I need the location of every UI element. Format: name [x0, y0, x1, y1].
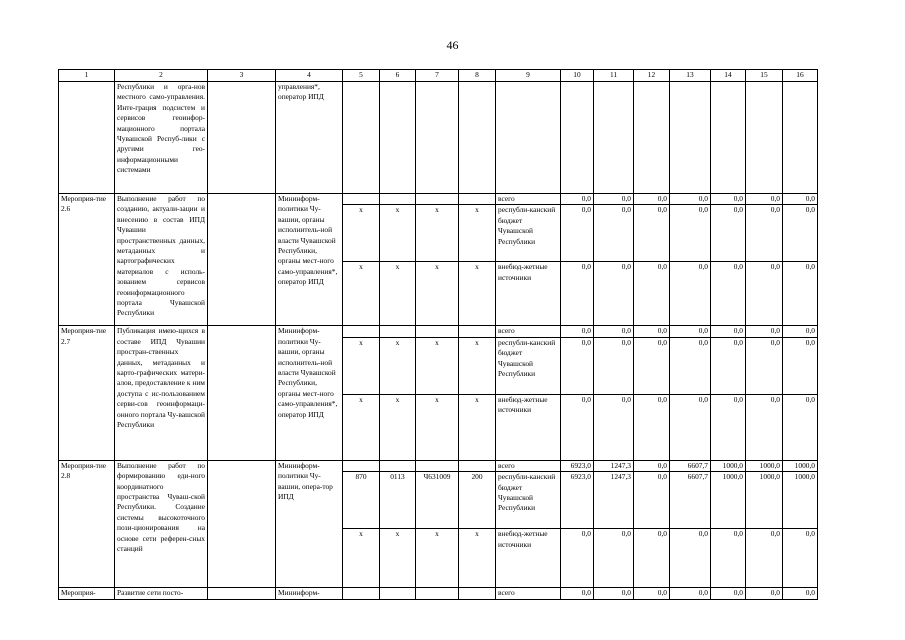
funding-value: 0,0 [634, 588, 670, 599]
funding-value: 0,0 [594, 326, 634, 337]
funding-value: 0,0 [561, 205, 594, 262]
continuation-description: Республики и орга-нов местного само-управления. Инте-грация подсистем и сервисов геоинфор-мационного портала Чувашской Респуб-лики с другими гео-информационными системами [115, 82, 208, 194]
funding-value: 0,0 [783, 394, 818, 460]
funding-value: 0,0 [783, 262, 818, 326]
funding-value: 6607,7 [670, 472, 711, 529]
funding-value: 0,0 [746, 588, 783, 599]
funding-value: 0,0 [634, 529, 670, 588]
budget-code-target [416, 326, 459, 337]
budget-code-type [459, 194, 496, 205]
budget-code-grbs: x [343, 262, 380, 326]
funding-value: 0,0 [594, 394, 634, 460]
column-header: 9 [496, 70, 561, 82]
funding-source: внебюд-жетные источники [496, 394, 561, 460]
column-header: 14 [711, 70, 746, 82]
funding-source: всего [496, 326, 561, 337]
table-body [59, 70, 818, 600]
budget-code-type [459, 460, 496, 471]
funding-value: 0,0 [746, 394, 783, 460]
column-header: 11 [594, 70, 634, 82]
funding-value: 0,0 [746, 262, 783, 326]
budget-code-grbs: x [343, 337, 380, 394]
funding-value: 0,0 [783, 194, 818, 205]
activity-description: Публикация имею-щихся в составе ИПД Чувашии простран-ственных данных, метаданных и карто-графических матери-алов, предоставление к ним доступа с ис-пользованием серви-сов геоинформаци-онного портала Чу-вашской Республики [115, 326, 208, 460]
table-row [59, 326, 818, 337]
funding-value: 0,0 [783, 529, 818, 588]
budget-code-section: x [380, 262, 416, 326]
funding-value: 1247,3 [594, 460, 634, 471]
funding-value: 1000,0 [746, 472, 783, 529]
cell [208, 588, 276, 599]
page-number: 46 [446, 38, 459, 52]
funding-source: республи-канский бюджет Чувашской Республики [496, 337, 561, 394]
budget-code-grbs: x [343, 205, 380, 262]
budget-code-type: x [459, 529, 496, 588]
budget-code-section: 0113 [380, 472, 416, 529]
funding-source: всего [496, 194, 561, 205]
funding-value: 0,0 [783, 326, 818, 337]
budget-code-section [380, 326, 416, 337]
funding-value: 1000,0 [711, 460, 746, 471]
activity-number: Мероприя-тие 2.8 [59, 460, 115, 587]
funding-value: 0,0 [670, 394, 711, 460]
budget-code-grbs [343, 460, 380, 471]
funding-value: 0,0 [711, 588, 746, 599]
funding-value: 1000,0 [783, 472, 818, 529]
column-header: 8 [459, 70, 496, 82]
funding-value: 0,0 [561, 394, 594, 460]
funding-value: 0,0 [634, 326, 670, 337]
budget-code-target: x [416, 529, 459, 588]
cell [208, 326, 276, 460]
table-row [59, 588, 818, 599]
funding-source: внебюд-жетные источники [496, 262, 561, 326]
column-header: 5 [343, 70, 380, 82]
cell [459, 588, 496, 599]
cell [208, 194, 276, 326]
funding-value: 0,0 [746, 326, 783, 337]
funding-value: 0,0 [670, 262, 711, 326]
funding-value: 1247,3 [594, 472, 634, 529]
column-header: 1 [59, 70, 115, 82]
cell [380, 588, 416, 599]
column-header: 16 [783, 70, 818, 82]
budget-code-grbs: x [343, 394, 380, 460]
budget-code-grbs: 870 [343, 472, 380, 529]
activity-number: Мероприя- [59, 588, 115, 599]
funding-value: 0,0 [746, 337, 783, 394]
budget-code-target [416, 460, 459, 471]
budget-code-grbs: x [343, 529, 380, 588]
budget-code-type [459, 326, 496, 337]
activity-description: Выполнение работ по созданию, актуали-зации и внесению в состав ИПД Чувашии пространственных данных, метаданных и картографических материалов с исполь-зованием сервисов геоинформационного портала Чувашской Республики [115, 194, 208, 326]
funding-value: 0,0 [561, 326, 594, 337]
funding-value: 0,0 [594, 337, 634, 394]
funding-value: 0,0 [594, 205, 634, 262]
funding-value: 0,0 [783, 588, 818, 599]
continuation-executor: управления*, оператор ИПД [276, 82, 343, 194]
program-table [58, 69, 818, 600]
budget-code-type: 200 [459, 472, 496, 529]
continuation-row [59, 82, 818, 194]
funding-value: 0,0 [561, 529, 594, 588]
funding-source: республи-канский бюджет Чувашской Республики [496, 472, 561, 529]
budget-code-section: x [380, 394, 416, 460]
funding-value: 0,0 [711, 326, 746, 337]
funding-value: 0,0 [594, 194, 634, 205]
budget-code-grbs [343, 194, 380, 205]
funding-source: внебюд-жетные источники [496, 529, 561, 588]
header-row [59, 70, 818, 82]
funding-value: 0,0 [711, 205, 746, 262]
funding-value: 6923,0 [561, 472, 594, 529]
column-header: 4 [276, 70, 343, 82]
budget-code-section: x [380, 529, 416, 588]
funding-value: 0,0 [634, 460, 670, 471]
budget-code-type: x [459, 394, 496, 460]
budget-code-target [416, 194, 459, 205]
activity-description: Выполнение работ по формированию еди-ного координатного пространства Чуваш-ской Республики. Создание системы высокоточного пози-ционирования на основе сети референ-сных станций [115, 460, 208, 587]
budget-code-section [380, 194, 416, 205]
funding-value: 6607,7 [670, 460, 711, 471]
funding-source: республи-канский бюджет Чувашской Республики [496, 205, 561, 262]
activity-executor: Мининформ-политики Чу-вашии, органы исполнитель-ной власти Чувашской Республики, органы мест-ного само-управления*, оператор ИПД [276, 326, 343, 460]
budget-code-section: x [380, 205, 416, 262]
column-header: 2 [115, 70, 208, 82]
column-header: 13 [670, 70, 711, 82]
activity-executor: Мининформ-политики Чу-вашии, опера-тор ИПД [276, 460, 343, 587]
funding-value: 0,0 [711, 529, 746, 588]
funding-value: 0,0 [670, 326, 711, 337]
funding-value: 0,0 [670, 529, 711, 588]
budget-code-section [380, 460, 416, 471]
funding-value: 1000,0 [783, 460, 818, 471]
activity-description: Развитие сети посто- [115, 588, 208, 599]
budget-code-type: x [459, 262, 496, 326]
budget-code-grbs [343, 326, 380, 337]
budget-code-section: x [380, 337, 416, 394]
cell [343, 588, 380, 599]
funding-value: 0,0 [594, 529, 634, 588]
column-header: 3 [208, 70, 276, 82]
funding-value: 0,0 [670, 337, 711, 394]
budget-code-target: x [416, 337, 459, 394]
budget-code-target: x [416, 262, 459, 326]
funding-value: 0,0 [783, 205, 818, 262]
funding-value: 0,0 [561, 588, 594, 599]
funding-value: 0,0 [670, 194, 711, 205]
column-header: 12 [634, 70, 670, 82]
budget-code-target: Ч631009 [416, 472, 459, 529]
column-header: 7 [416, 70, 459, 82]
column-header: 15 [746, 70, 783, 82]
cell [208, 82, 276, 194]
funding-value: 0,0 [711, 337, 746, 394]
funding-value: 0,0 [634, 337, 670, 394]
funding-value: 0,0 [746, 205, 783, 262]
funding-value: 0,0 [746, 194, 783, 205]
funding-value: 0,0 [634, 472, 670, 529]
column-header: 6 [380, 70, 416, 82]
cell [416, 588, 459, 599]
funding-value: 0,0 [634, 262, 670, 326]
table-row [59, 460, 818, 471]
cell [59, 82, 115, 194]
cell [208, 460, 276, 587]
funding-value: 0,0 [561, 337, 594, 394]
budget-code-type: x [459, 205, 496, 262]
funding-value: 0,0 [670, 205, 711, 262]
column-header: 10 [561, 70, 594, 82]
budget-code-target: x [416, 394, 459, 460]
funding-value: 0,0 [634, 194, 670, 205]
funding-value: 0,0 [561, 194, 594, 205]
funding-value: 0,0 [594, 588, 634, 599]
funding-value: 0,0 [634, 205, 670, 262]
funding-value: 0,0 [670, 588, 711, 599]
funding-value: 1000,0 [711, 472, 746, 529]
budget-code-type: x [459, 337, 496, 394]
activity-number: Мероприя-тие 2.6 [59, 194, 115, 326]
activity-number: Мероприя-тие 2.7 [59, 326, 115, 460]
funding-value: 6923,0 [561, 460, 594, 471]
funding-value: 0,0 [711, 194, 746, 205]
table-row [59, 194, 818, 205]
funding-source: всего [496, 588, 561, 599]
funding-value: 0,0 [634, 394, 670, 460]
budget-code-target: x [416, 205, 459, 262]
funding-value: 0,0 [594, 262, 634, 326]
funding-value: 0,0 [561, 262, 594, 326]
funding-value: 0,0 [746, 529, 783, 588]
funding-value: 0,0 [711, 394, 746, 460]
funding-value: 1000,0 [746, 460, 783, 471]
funding-value: 0,0 [783, 337, 818, 394]
activity-executor: Мининформ- [276, 588, 343, 599]
funding-value: 0,0 [711, 262, 746, 326]
funding-source: всего [496, 460, 561, 471]
activity-executor: Мининформ-политики Чу-вашии, органы исполнитель-ной власти Чувашской Республики, органы мест-ного само-управления*, оператор ИПД [276, 194, 343, 326]
